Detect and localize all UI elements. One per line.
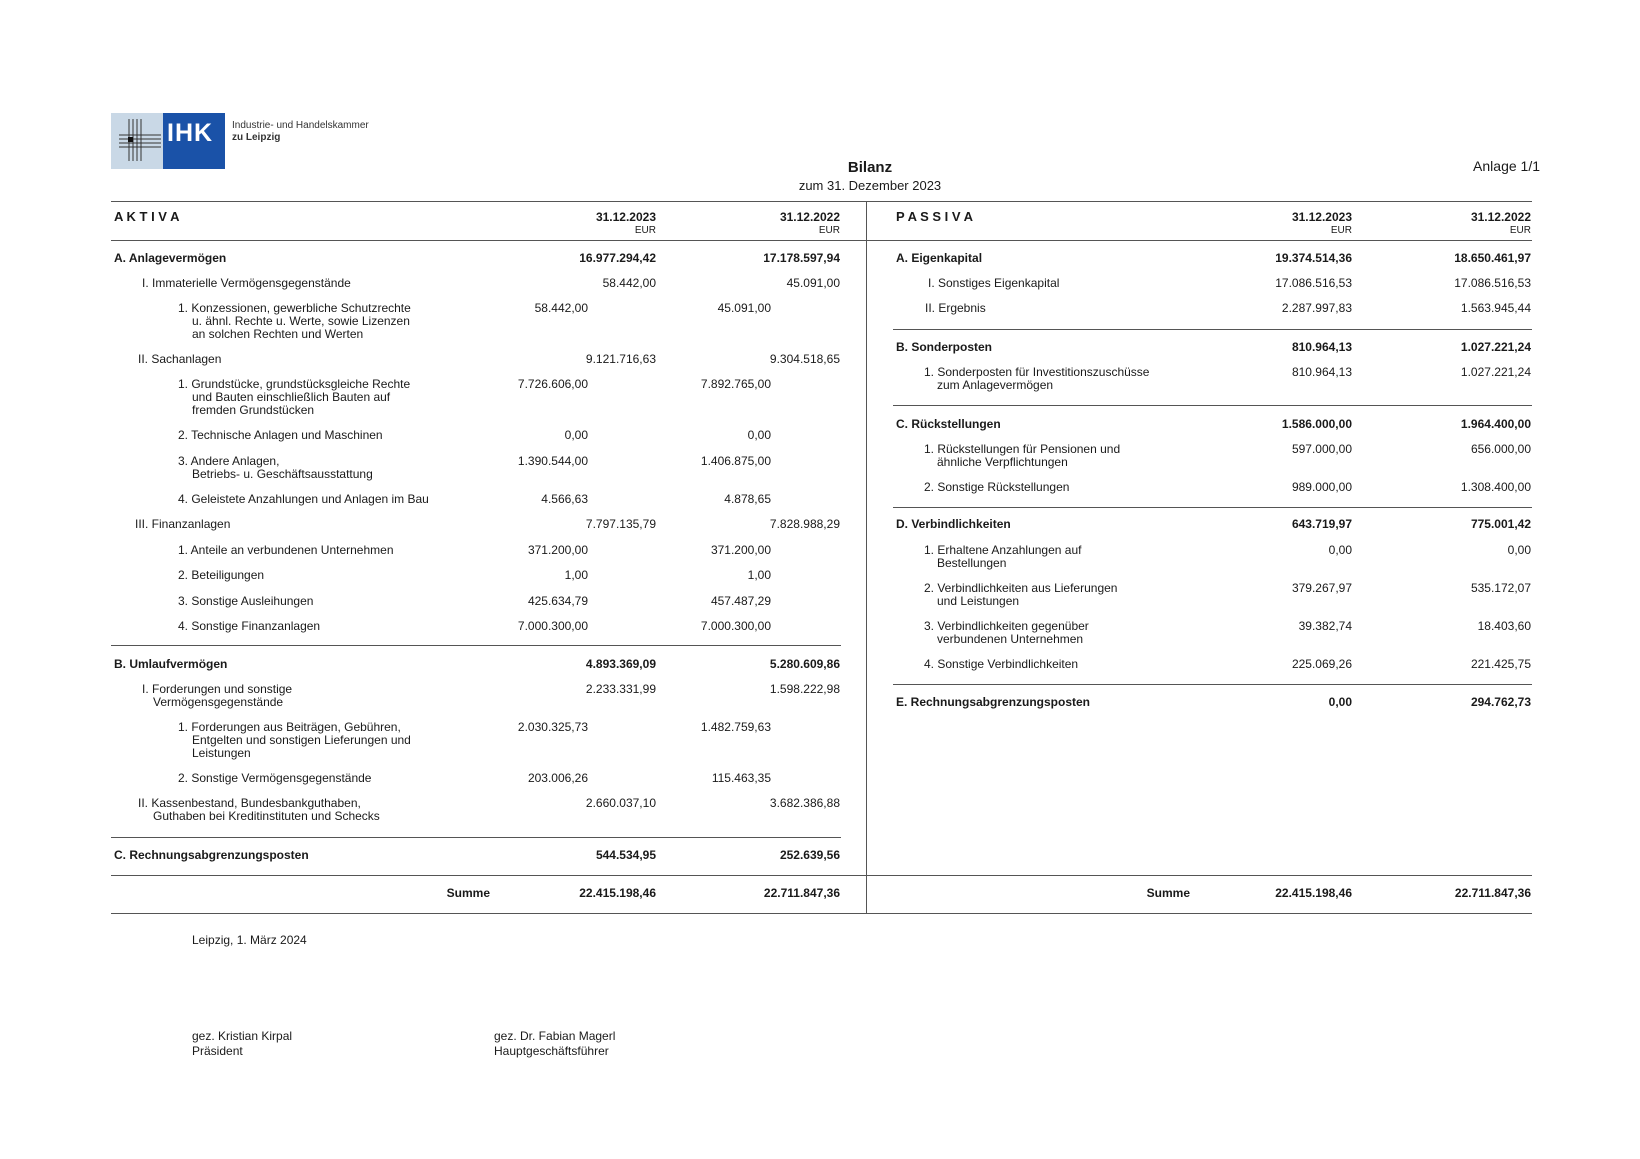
ihk-logo: [111, 113, 371, 169]
aktiva-row-subvalue-2022: 115.463,35: [711, 771, 771, 785]
passiva-row-label: A. Eigenkapital: [896, 251, 983, 265]
passiva-row-value-2023: 39.382,74: [1298, 619, 1352, 633]
passiva-row-value-2022: 775.001,42: [1470, 517, 1531, 531]
signature-2-name: gez. Dr. Fabian Magerl: [494, 1029, 616, 1043]
passiva-row-value-2022: 1.563.945,44: [1460, 301, 1531, 315]
passiva-section-rule: [893, 507, 1532, 508]
aktiva-row-subvalue-2023: 58.442,00: [534, 301, 588, 315]
aktiva-row-subvalue-2023: 371.200,00: [527, 543, 588, 557]
passiva-row-value-2023: 810.964,13: [1291, 340, 1352, 354]
aktiva-row-label-line3: Leistungen: [192, 746, 251, 760]
aktiva-row-label: 2. Technische Anlagen und Maschinen: [178, 428, 383, 442]
aktiva-row-value-2022: 5.280.609,86: [769, 657, 840, 671]
passiva-row-label: D. Verbindlichkeiten: [896, 517, 1011, 531]
passiva-row-label: II. Ergebnis: [925, 301, 986, 315]
aktiva-row-value-2022: 17.178.597,94: [763, 251, 840, 265]
page-title: Bilanz: [847, 159, 893, 176]
passiva-row-value-2022: 0,00: [1507, 543, 1531, 557]
aktiva-row-subvalue-2022: 0,00: [747, 428, 771, 442]
passiva-row-value-2022: 656.000,00: [1470, 442, 1531, 456]
table-top-rule: [111, 201, 1532, 202]
passiva-summe-label: Summe: [1146, 886, 1190, 900]
passiva-row-label-line2: verbundenen Unternehmen: [937, 632, 1084, 646]
passiva-row-label: 2. Verbindlichkeiten aus Lieferungen: [924, 581, 1118, 595]
passiva-row-label: 1. Rückstellungen für Pensionen und: [924, 442, 1121, 456]
passiva-row-label: 3. Verbindlichkeiten gegenüber: [924, 619, 1089, 633]
center-divider: [866, 201, 867, 914]
passiva-row-label-line2: zum Anlagevermögen: [937, 378, 1054, 392]
passiva-row-label: B. Sonderposten: [896, 340, 993, 354]
aktiva-row-value-2023: 7.797.135,79: [585, 517, 656, 531]
passiva-row-label-line2: Bestellungen: [937, 556, 1007, 570]
aktiva-row-value-2023: 58.442,00: [602, 276, 656, 290]
signature-2-role: Hauptgeschäftsführer: [494, 1044, 609, 1058]
aktiva-row-subvalue-2022: 457.487,29: [710, 594, 771, 608]
aktiva-row-value-2022: 1.598.222,98: [769, 682, 840, 696]
aktiva-row-value-2022: 7.828.988,29: [769, 517, 840, 531]
aktiva-col1-header: 31.12.2023: [595, 210, 656, 224]
anlage-label: Anlage 1/1: [1473, 158, 1540, 174]
passiva-row-value-2023: 810.964,13: [1291, 365, 1352, 379]
aktiva-row-subvalue-2022: 1.482.759,63: [700, 720, 771, 734]
aktiva-row-subvalue-2022: 371.200,00: [710, 543, 771, 557]
aktiva-row-label: A. Anlagevermögen: [114, 251, 227, 265]
aktiva-row-subvalue-2023: 2.030.325,73: [517, 720, 588, 734]
aktiva-col2-currency: EUR: [818, 225, 840, 236]
aktiva-row-value-2022: 252.639,56: [779, 848, 840, 862]
aktiva-row-label: C. Rechnungsabgrenzungsposten: [114, 848, 309, 862]
aktiva-row-label: III. Finanzanlagen: [135, 517, 231, 531]
passiva-row-value-2022: 18.403,60: [1477, 619, 1531, 633]
passiva-row-value-2023: 225.069,26: [1291, 657, 1352, 671]
summe-top-rule: [111, 875, 1532, 876]
passiva-row-value-2022: 18.650.461,97: [1454, 251, 1531, 265]
passiva-row-label: C. Rückstellungen: [896, 417, 1001, 431]
aktiva-row-label-line2: u. ähnl. Rechte u. Werte, sowie Lizenzen: [192, 314, 410, 328]
passiva-row-value-2023: 989.000,00: [1291, 480, 1352, 494]
passiva-section-rule: [893, 329, 1532, 330]
header-bottom-rule: [111, 240, 1532, 241]
aktiva-row-subvalue-2022: 1,00: [747, 568, 771, 582]
summe-bottom-rule: [111, 913, 1532, 914]
passiva-row-value-2022: 1.027.221,24: [1460, 365, 1531, 379]
passiva-row-value-2022: 535.172,07: [1470, 581, 1531, 595]
passiva-summe-2023: 22.415.198,46: [1275, 886, 1352, 900]
aktiva-row-label: 2. Sonstige Vermögensgegenstände: [178, 771, 372, 785]
aktiva-row-label: 2. Beteiligungen: [178, 568, 265, 582]
aktiva-row-subvalue-2023: 1.390.544,00: [517, 454, 588, 468]
aktiva-row-label-line2: Guthaben bei Kreditinstituten und Schecks: [153, 809, 380, 823]
aktiva-section-rule: [111, 837, 841, 838]
aktiva-row-value-2023: 4.893.369,09: [585, 657, 656, 671]
aktiva-row-subvalue-2023: 0,00: [564, 428, 588, 442]
passiva-row-value-2023: 643.719,97: [1291, 517, 1352, 531]
passiva-col1-header: 31.12.2023: [1291, 210, 1352, 224]
aktiva-row-label-line2: Entgelten und sonstigen Lieferungen und: [192, 733, 411, 747]
aktiva-row-value-2022: 9.304.518,65: [769, 352, 840, 366]
passiva-row-value-2023: 17.086.516,53: [1275, 276, 1352, 290]
aktiva-row-subvalue-2023: 203.006,26: [527, 771, 588, 785]
aktiva-row-label: 1. Anteile an verbundenen Unternehmen: [178, 543, 394, 557]
passiva-row-value-2022: 294.762,73: [1470, 695, 1531, 709]
passiva-title: P A S S I V A: [896, 209, 974, 224]
passiva-row-label: 1. Erhaltene Anzahlungen auf: [924, 543, 1082, 557]
aktiva-row-label-line2: und Bauten einschließlich Bauten auf: [192, 390, 391, 404]
aktiva-summe-2023: 22.415.198,46: [579, 886, 656, 900]
passiva-row-label: 2. Sonstige Rückstellungen: [924, 480, 1070, 494]
aktiva-row-label-line2: Betriebs- u. Geschäftsausstattung: [192, 467, 373, 481]
aktiva-row-label: II. Sachanlagen: [138, 352, 222, 366]
aktiva-row-subvalue-2023: 7.000.300,00: [517, 619, 588, 633]
aktiva-row-label: B. Umlaufvermögen: [114, 657, 228, 671]
aktiva-row-value-2022: 3.682.386,88: [769, 796, 840, 810]
aktiva-row-value-2023: 2.233.331,99: [585, 682, 656, 696]
aktiva-row-subvalue-2022: 4.878,65: [724, 492, 771, 506]
logo-line1: Industrie- und Handelskammer: [232, 120, 369, 131]
aktiva-row-subvalue-2022: 7.892.765,00: [700, 377, 771, 391]
logo-abbr: IHK: [167, 119, 214, 147]
passiva-row-label-line2: ähnliche Verpflichtungen: [937, 455, 1068, 469]
aktiva-row-label: 1. Grundstücke, grundstücksgleiche Rechte: [178, 377, 411, 391]
aktiva-row-label: 1. Forderungen aus Beiträgen, Gebühren,: [178, 720, 401, 734]
passiva-row-value-2022: 1.308.400,00: [1460, 480, 1531, 494]
passiva-row-value-2023: 0,00: [1328, 543, 1352, 557]
passiva-row-label-line2: und Leistungen: [937, 594, 1020, 608]
aktiva-row-subvalue-2023: 4.566,63: [541, 492, 588, 506]
passiva-row-value-2022: 17.086.516,53: [1454, 276, 1531, 290]
aktiva-row-label: I. Immaterielle Vermögensgegenstände: [142, 276, 351, 290]
passiva-row-value-2023: 2.287.997,83: [1281, 301, 1352, 315]
aktiva-row-label: 3. Sonstige Ausleihungen: [178, 594, 314, 608]
aktiva-row-subvalue-2022: 45.091,00: [717, 301, 771, 315]
passiva-row-value-2023: 1.586.000,00: [1281, 417, 1352, 431]
aktiva-row-label-line2: Vermögensgegenstände: [153, 695, 284, 709]
aktiva-row-value-2023: 9.121.716,63: [585, 352, 656, 366]
aktiva-row-value-2023: 544.534,95: [595, 848, 656, 862]
logo-grid-icon: [111, 113, 225, 169]
aktiva-row-value-2023: 16.977.294,42: [579, 251, 656, 265]
aktiva-title: A K T I V A: [114, 209, 180, 224]
passiva-row-label: E. Rechnungsabgrenzungsposten: [896, 695, 1091, 709]
passiva-row-value-2022: 221.425,75: [1470, 657, 1531, 671]
passiva-col2-header: 31.12.2022: [1470, 210, 1531, 224]
aktiva-col2-header: 31.12.2022: [779, 210, 840, 224]
passiva-section-rule: [893, 684, 1532, 685]
passiva-row-value-2022: 1.027.221,24: [1460, 340, 1531, 354]
passiva-col1-currency: EUR: [1330, 225, 1352, 236]
passiva-col2-currency: EUR: [1509, 225, 1531, 236]
passiva-row-label: 1. Sonderposten für Investitionszuschüsse: [924, 365, 1150, 379]
page-subtitle: zum 31. Dezember 2023: [798, 178, 942, 193]
aktiva-row-subvalue-2023: 1,00: [564, 568, 588, 582]
passiva-row-value-2023: 0,00: [1328, 695, 1352, 709]
aktiva-row-label: 1. Konzessionen, gewerbliche Schutzrechte: [178, 301, 411, 315]
signature-1-name: gez. Kristian Kirpal: [192, 1029, 293, 1043]
aktiva-row-label-line3: an solchen Rechten und Werten: [192, 327, 364, 341]
aktiva-row-value-2023: 2.660.037,10: [585, 796, 656, 810]
aktiva-row-value-2022: 45.091,00: [786, 276, 840, 290]
aktiva-row-subvalue-2022: 7.000.300,00: [700, 619, 771, 633]
aktiva-row-subvalue-2023: 425.634,79: [527, 594, 588, 608]
passiva-summe-2022: 22.711.847,36: [1454, 886, 1531, 900]
signature-1-role: Präsident: [192, 1044, 243, 1058]
passiva-row-value-2023: 597.000,00: [1291, 442, 1352, 456]
aktiva-row-label: II. Kassenbestand, Bundesbankguthaben,: [138, 796, 361, 810]
aktiva-summe-2022: 22.711.847,36: [763, 886, 840, 900]
aktiva-section-rule: [111, 645, 841, 646]
aktiva-col1-currency: EUR: [634, 225, 656, 236]
aktiva-row-label: 3. Andere Anlagen,: [178, 454, 280, 468]
logo-line2: zu Leipzig: [232, 132, 281, 143]
passiva-row-label: I. Sonstiges Eigenkapital: [928, 276, 1060, 290]
aktiva-row-subvalue-2022: 1.406.875,00: [700, 454, 771, 468]
passiva-row-label: 4. Sonstige Verbindlichkeiten: [924, 657, 1079, 671]
aktiva-row-subvalue-2023: 7.726.606,00: [517, 377, 588, 391]
passiva-row-value-2022: 1.964.400,00: [1460, 417, 1531, 431]
passiva-row-value-2023: 379.267,97: [1291, 581, 1352, 595]
aktiva-row-label: 4. Sonstige Finanzanlagen: [178, 619, 321, 633]
aktiva-row-label: I. Forderungen und sonstige: [142, 682, 293, 696]
passiva-section-rule: [893, 405, 1532, 406]
passiva-row-value-2023: 19.374.514,36: [1275, 251, 1352, 265]
aktiva-summe-label: Summe: [446, 886, 490, 900]
place-date: Leipzig, 1. März 2024: [192, 933, 307, 947]
aktiva-row-label: 4. Geleistete Anzahlungen und Anlagen im Bau: [178, 492, 429, 506]
aktiva-row-label-line3: fremden Grundstücken: [192, 403, 315, 417]
